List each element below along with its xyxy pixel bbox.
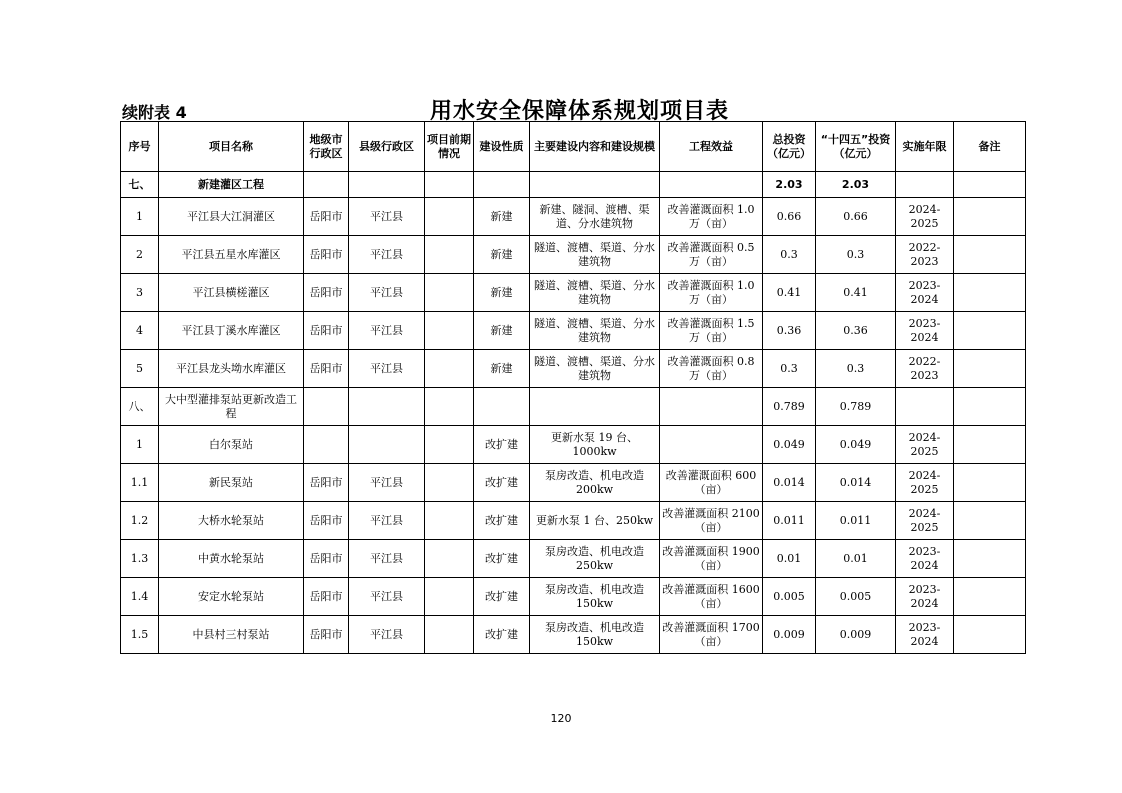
- row-benefit-cell: 改善灌溉面积 1.0 万（亩）: [660, 198, 763, 236]
- section-name-cell: 新建灌区工程: [159, 172, 304, 198]
- row-note-cell: [954, 236, 1026, 274]
- section-name-cell: 大中型灌排泵站更新改造工程: [159, 388, 304, 426]
- header-name: 项目名称: [159, 122, 304, 172]
- row-note-cell: [954, 540, 1026, 578]
- row-benefit-cell: 改善灌溉面积 0.5 万（亩）: [660, 236, 763, 274]
- row-benefit-cell: 改善灌溉面积 1900（亩）: [660, 540, 763, 578]
- row-seq-cell: 1.2: [121, 502, 159, 540]
- section-period-cell: [896, 388, 954, 426]
- row-content-cell: 隧道、渡槽、渠道、分水建筑物: [530, 274, 660, 312]
- row-city-cell: 岳阳市: [304, 464, 349, 502]
- row-note-cell: [954, 274, 1026, 312]
- section-plan-cell: 2.03: [816, 172, 896, 198]
- row-nature-cell: 改扩建: [474, 502, 530, 540]
- row-city-cell: 岳阳市: [304, 502, 349, 540]
- row-name-cell: 平江县横槎灌区: [159, 274, 304, 312]
- header-nature: 建设性质: [474, 122, 530, 172]
- row-name-cell: 平江县龙头坳水库灌区: [159, 350, 304, 388]
- row-name-cell: 平江县丁溪水库灌区: [159, 312, 304, 350]
- row-pre-cell: [425, 312, 474, 350]
- row-period-cell: 2023-2024: [896, 274, 954, 312]
- row-county-cell: 平江县: [349, 578, 425, 616]
- row-content-cell: 隧道、渡槽、渠道、分水建筑物: [530, 312, 660, 350]
- row-nature-cell: 改扩建: [474, 540, 530, 578]
- row-period-cell: 2023-2024: [896, 540, 954, 578]
- row-city-cell: 岳阳市: [304, 274, 349, 312]
- row-plan-cell: 0.36: [816, 312, 896, 350]
- row-note-cell: [954, 616, 1026, 654]
- header-note: 备注: [954, 122, 1026, 172]
- row-seq-cell: 4: [121, 312, 159, 350]
- row-city-cell: 岳阳市: [304, 350, 349, 388]
- row-county-cell: [349, 426, 425, 464]
- row-period-cell: 2024-2025: [896, 502, 954, 540]
- row-name-cell: 平江县大江洞灌区: [159, 198, 304, 236]
- row-pre-cell: [425, 464, 474, 502]
- row-total-cell: 0.009: [763, 616, 816, 654]
- section-benefit-cell: [660, 172, 763, 198]
- row-plan-cell: 0.3: [816, 350, 896, 388]
- row-plan-cell: 0.049: [816, 426, 896, 464]
- row-content-cell: 隧道、渡槽、渠道、分水建筑物: [530, 236, 660, 274]
- row-pre-cell: [425, 236, 474, 274]
- row-pre-cell: [425, 540, 474, 578]
- header-plan: “十四五”投资（亿元）: [816, 122, 896, 172]
- row-name-cell: 平江县五星水库灌区: [159, 236, 304, 274]
- row-nature-cell: 改扩建: [474, 578, 530, 616]
- section-note-cell: [954, 388, 1026, 426]
- row-name-cell: 新民泵站: [159, 464, 304, 502]
- row-county-cell: 平江县: [349, 236, 425, 274]
- table-body: [121, 172, 1026, 654]
- row-seq-cell: 5: [121, 350, 159, 388]
- row-nature-cell: 改扩建: [474, 616, 530, 654]
- row-content-cell: 更新水泵 1 台、250kw: [530, 502, 660, 540]
- row-note-cell: [954, 464, 1026, 502]
- header-period: 实施年限: [896, 122, 954, 172]
- row-county-cell: 平江县: [349, 350, 425, 388]
- row-pre-cell: [425, 198, 474, 236]
- row-total-cell: 0.049: [763, 426, 816, 464]
- section-seq-cell: 七、: [121, 172, 159, 198]
- section-city-cell: [304, 172, 349, 198]
- row-county-cell: 平江县: [349, 616, 425, 654]
- row-total-cell: 0.36: [763, 312, 816, 350]
- row-benefit-cell: 改善灌溉面积 1700（亩）: [660, 616, 763, 654]
- header-seq: 序号: [121, 122, 159, 172]
- row-name-cell: 安定水轮泵站: [159, 578, 304, 616]
- row-note-cell: [954, 350, 1026, 388]
- section-pre-cell: [425, 172, 474, 198]
- row-period-cell: 2024-2025: [896, 464, 954, 502]
- section-nature-cell: [474, 172, 530, 198]
- row-note-cell: [954, 198, 1026, 236]
- row-seq-cell: 2: [121, 236, 159, 274]
- table-row: [121, 616, 1026, 654]
- row-period-cell: 2022-2023: [896, 236, 954, 274]
- row-city-cell: 岳阳市: [304, 540, 349, 578]
- row-plan-cell: 0.66: [816, 198, 896, 236]
- row-city-cell: 岳阳市: [304, 578, 349, 616]
- section-city-cell: [304, 388, 349, 426]
- section-row: [121, 388, 1026, 426]
- row-nature-cell: 改扩建: [474, 464, 530, 502]
- row-total-cell: 0.005: [763, 578, 816, 616]
- header-county: 县级行政区: [349, 122, 425, 172]
- row-name-cell: 白尔泵站: [159, 426, 304, 464]
- table-row: [121, 426, 1026, 464]
- row-pre-cell: [425, 578, 474, 616]
- section-county-cell: [349, 172, 425, 198]
- row-period-cell: 2024-2025: [896, 198, 954, 236]
- header-total: 总投资（亿元）: [763, 122, 816, 172]
- section-seq-cell: 八、: [121, 388, 159, 426]
- section-benefit-cell: [660, 388, 763, 426]
- row-plan-cell: 0.005: [816, 578, 896, 616]
- section-content-cell: [530, 388, 660, 426]
- table-row: [121, 236, 1026, 274]
- row-benefit-cell: 改善灌溉面积 600（亩）: [660, 464, 763, 502]
- row-nature-cell: 新建: [474, 236, 530, 274]
- table-row: [121, 350, 1026, 388]
- row-benefit-cell: 改善灌溉面积 1.0 万（亩）: [660, 274, 763, 312]
- row-seq-cell: 3: [121, 274, 159, 312]
- row-seq-cell: 1.5: [121, 616, 159, 654]
- row-nature-cell: 改扩建: [474, 426, 530, 464]
- row-city-cell: 岳阳市: [304, 236, 349, 274]
- row-period-cell: 2023-2024: [896, 578, 954, 616]
- row-nature-cell: 新建: [474, 350, 530, 388]
- row-period-cell: 2023-2024: [896, 312, 954, 350]
- table-row: [121, 502, 1026, 540]
- row-pre-cell: [425, 502, 474, 540]
- row-total-cell: 0.014: [763, 464, 816, 502]
- project-table: [120, 121, 1026, 654]
- row-total-cell: 0.3: [763, 236, 816, 274]
- header-content: 主要建设内容和建设规模: [530, 122, 660, 172]
- row-plan-cell: 0.3: [816, 236, 896, 274]
- row-content-cell: 新建、隧洞、渡槽、渠道、分水建筑物: [530, 198, 660, 236]
- row-county-cell: 平江县: [349, 464, 425, 502]
- row-content-cell: 泵房改造、机电改造 200kw: [530, 464, 660, 502]
- section-row: [121, 172, 1026, 198]
- row-content-cell: 泵房改造、机电改造 250kw: [530, 540, 660, 578]
- row-nature-cell: 新建: [474, 198, 530, 236]
- section-period-cell: [896, 172, 954, 198]
- row-nature-cell: 新建: [474, 312, 530, 350]
- section-total-cell: 0.789: [763, 388, 816, 426]
- section-county-cell: [349, 388, 425, 426]
- row-period-cell: 2023-2024: [896, 616, 954, 654]
- row-period-cell: 2024-2025: [896, 426, 954, 464]
- section-content-cell: [530, 172, 660, 198]
- row-content-cell: 隧道、渡槽、渠道、分水建筑物: [530, 350, 660, 388]
- section-total-cell: 2.03: [763, 172, 816, 198]
- row-pre-cell: [425, 274, 474, 312]
- row-benefit-cell: 改善灌溉面积 2100（亩）: [660, 502, 763, 540]
- row-county-cell: 平江县: [349, 312, 425, 350]
- row-plan-cell: 0.009: [816, 616, 896, 654]
- row-period-cell: 2022-2023: [896, 350, 954, 388]
- row-plan-cell: 0.01: [816, 540, 896, 578]
- row-note-cell: [954, 426, 1026, 464]
- row-note-cell: [954, 502, 1026, 540]
- row-seq-cell: 1.4: [121, 578, 159, 616]
- row-county-cell: 平江县: [349, 502, 425, 540]
- row-pre-cell: [425, 616, 474, 654]
- row-plan-cell: 0.014: [816, 464, 896, 502]
- row-content-cell: 泵房改造、机电改造 150kw: [530, 616, 660, 654]
- table-caption-left: 续附表 4: [122, 103, 187, 122]
- row-seq-cell: 1.1: [121, 464, 159, 502]
- header-benefit: 工程效益: [660, 122, 763, 172]
- row-name-cell: 中县村三村泵站: [159, 616, 304, 654]
- section-plan-cell: 0.789: [816, 388, 896, 426]
- row-city-cell: 岳阳市: [304, 616, 349, 654]
- section-note-cell: [954, 172, 1026, 198]
- table-row: [121, 540, 1026, 578]
- header-pre: 项目前期情况: [425, 122, 474, 172]
- row-name-cell: 大桥水轮泵站: [159, 502, 304, 540]
- row-note-cell: [954, 312, 1026, 350]
- row-total-cell: 0.3: [763, 350, 816, 388]
- row-benefit-cell: 改善灌溉面积 0.8 万（亩）: [660, 350, 763, 388]
- table-row: [121, 274, 1026, 312]
- row-city-cell: 岳阳市: [304, 198, 349, 236]
- row-benefit-cell: [660, 426, 763, 464]
- row-pre-cell: [425, 426, 474, 464]
- row-total-cell: 0.41: [763, 274, 816, 312]
- row-total-cell: 0.01: [763, 540, 816, 578]
- row-name-cell: 中黄水轮泵站: [159, 540, 304, 578]
- page-title: 用水安全保障体系规划项目表: [430, 99, 730, 124]
- row-seq-cell: 1: [121, 426, 159, 464]
- row-pre-cell: [425, 350, 474, 388]
- row-total-cell: 0.66: [763, 198, 816, 236]
- row-content-cell: 更新水泵 19 台、1000kw: [530, 426, 660, 464]
- section-nature-cell: [474, 388, 530, 426]
- row-county-cell: 平江县: [349, 274, 425, 312]
- table-row: [121, 198, 1026, 236]
- page-number: 120: [550, 712, 572, 725]
- row-city-cell: 岳阳市: [304, 312, 349, 350]
- row-county-cell: 平江县: [349, 540, 425, 578]
- row-plan-cell: 0.41: [816, 274, 896, 312]
- row-total-cell: 0.011: [763, 502, 816, 540]
- row-city-cell: [304, 426, 349, 464]
- row-plan-cell: 0.011: [816, 502, 896, 540]
- row-seq-cell: 1.3: [121, 540, 159, 578]
- row-county-cell: 平江县: [349, 198, 425, 236]
- section-pre-cell: [425, 388, 474, 426]
- table-row: [121, 312, 1026, 350]
- table-row: [121, 464, 1026, 502]
- table-row: [121, 578, 1026, 616]
- header-city: 地级市行政区: [304, 122, 349, 172]
- row-benefit-cell: 改善灌溉面积 1.5 万（亩）: [660, 312, 763, 350]
- row-note-cell: [954, 578, 1026, 616]
- row-content-cell: 泵房改造、机电改造 150kw: [530, 578, 660, 616]
- row-benefit-cell: 改善灌溉面积 1600（亩）: [660, 578, 763, 616]
- row-seq-cell: 1: [121, 198, 159, 236]
- table-header-row: [121, 122, 1026, 172]
- row-nature-cell: 新建: [474, 274, 530, 312]
